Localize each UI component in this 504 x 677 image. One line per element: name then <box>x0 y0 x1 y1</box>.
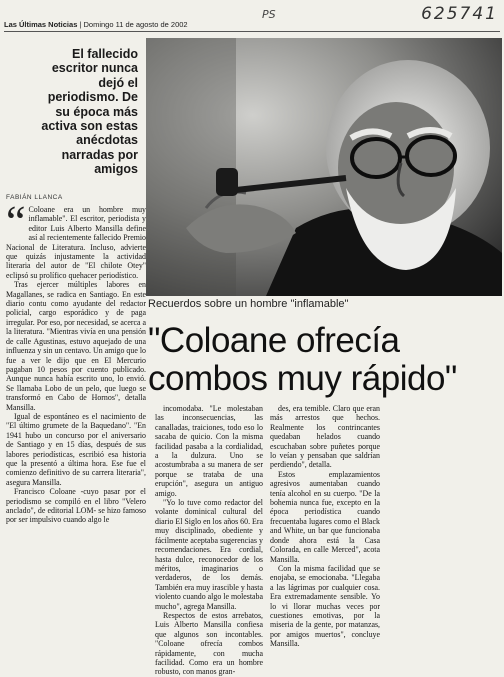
byline: FABIÁN LLANCA <box>6 194 63 201</box>
article-column-3 <box>270 404 380 649</box>
photo-caption: Recuerdos sobre un hombre "inflamable" <box>148 298 349 310</box>
lead-summary: El fallecido escritor nunca dejó el periodismo. De su época más activa son estas anécdotas narradas por amigos <box>41 47 138 177</box>
article-column-2 <box>155 404 263 677</box>
paragraph: Con la misma facilidad que se enojaba, se emocionaba. "Llegaba a las lágrimas por cualquier cosa. Era extremadamente sensible. Yo lo vi llorar muchas veces por cuestiones emotivas, por la miseria de la gente, por matanzas, por amigos muertos", concluye Mansilla. <box>270 563 380 649</box>
paragraph: des, era temible. Claro que eran más arrestos que hechos. Realmente los contrincantes quedaban helados cuando escuchaban sobre puñetes porque lo veían y pensaban que saldrían perdiendo", detalla. <box>270 404 380 470</box>
paragraph: Respectos de estos arrebatos, Luis Alberto Mansilla confiesa que algunos son incontables. "Coloane ofrecía combos rápidamente, con mucha facilidad. Como era un hombre robusto, con manos gran- <box>155 610 263 677</box>
header-rule <box>4 31 500 32</box>
portrait-photo <box>146 38 502 296</box>
opening-quote-mark: “ <box>6 197 26 246</box>
paragraph: "Yo lo tuve como redactor del volante dominical cultural del diario El Siglo en los años 60. Era muy disciplinado, obediente y fácilmente aceptaba sugerencias y recomendaciones. Era cordial, hasta dulce, reconocedor de los méritos, imaginarios o verdaderos, de los demás. También era muy irascible y hasta violento cuando algo le molestaba mucho", agrega Mansilla. <box>155 498 263 611</box>
handwritten-mark: PS <box>262 8 276 21</box>
paragraph: incomodaba. "Le molestaban las inconsecuencias, las canalladas, traiciones, todo eso lo sacaba de quicio. Con la misma facilidad pasaba a la cordialidad, a la dulzura. Uno se acostumbraba a su manera de ser porque se trataba de una erupción", asegura un antiguo amigo. <box>155 404 263 498</box>
photo-illustration <box>146 38 502 296</box>
paragraph: Estos emplazamientos agresivos aumentaban cuando tenía alcohol en su cuerpo. "De la bohemia nunca fue, excepto en la época periodística cuando frecuentaba lugares como el Black and White, un bar que funcionaba donde ahora está la Casa Colorada, en calle Merced", acota Mansilla. <box>270 469 380 564</box>
article-headline: "Coloane ofrecía combos muy rápido" <box>148 321 457 398</box>
article-column-4 <box>388 404 500 600</box>
paragraph: Tras ejercer múltiples labores en Magallanes, se radica en Santiago. En este diario contu como ayudante del redactor policial, cargo esporádico y de paga irregular. Por eso, por necesidad, se acerca a la literatura. "Mientras vivía en una pensión de calle Agustinas, estuvo aquejado de una influenza y sin un centavo. Un amigo que lo fue a ver le dijo que en El Mercurio pagaban 10 pesos por cuento publicado. Aunque nunca había escrito uno, lo envió. Se llamaba Lobo de un pelo, que luego se transformó en Cabo de Hornos", detalla Mansilla. <box>6 280 146 412</box>
issue-date: | Domingo 11 de agosto de 2002 <box>79 20 188 29</box>
handwritten-archive-number: 625741 <box>421 4 498 24</box>
newspaper-header <box>4 20 188 29</box>
newspaper-name: Las Últimas Noticias <box>4 20 78 29</box>
paragraph: Coloane era un hombre muy inflamable". El escritor, periodista y editor Luis Alberto Mansilla define así al recientemente fallecido Premio Nacional de Literatura. Incluso, advierte que quizás injustamente la actividad literaria del autor de "El chilote Otey" eclipsó su prolífico quehacer periodístico. <box>6 205 146 280</box>
paragraph: Igual de espontáneo es el nacimiento de "El último grumete de la Baquedano". "En 1941 hubo un concurso por el aniversario de Santiago y en 15 días, después de sus labores periodísticas, escribió esa historia que la presentó a última hora. Ese fue el comienzo definitivo de su carrera literaria", asegura Mansilla. <box>6 411 146 487</box>
paragraph: Francisco Coloane -cuyo pasar por el periodismo se compiló en el libro "Velero anclado", de editorial LOM- se hizo famoso por ser impulsivo cuando algo le <box>6 487 146 525</box>
